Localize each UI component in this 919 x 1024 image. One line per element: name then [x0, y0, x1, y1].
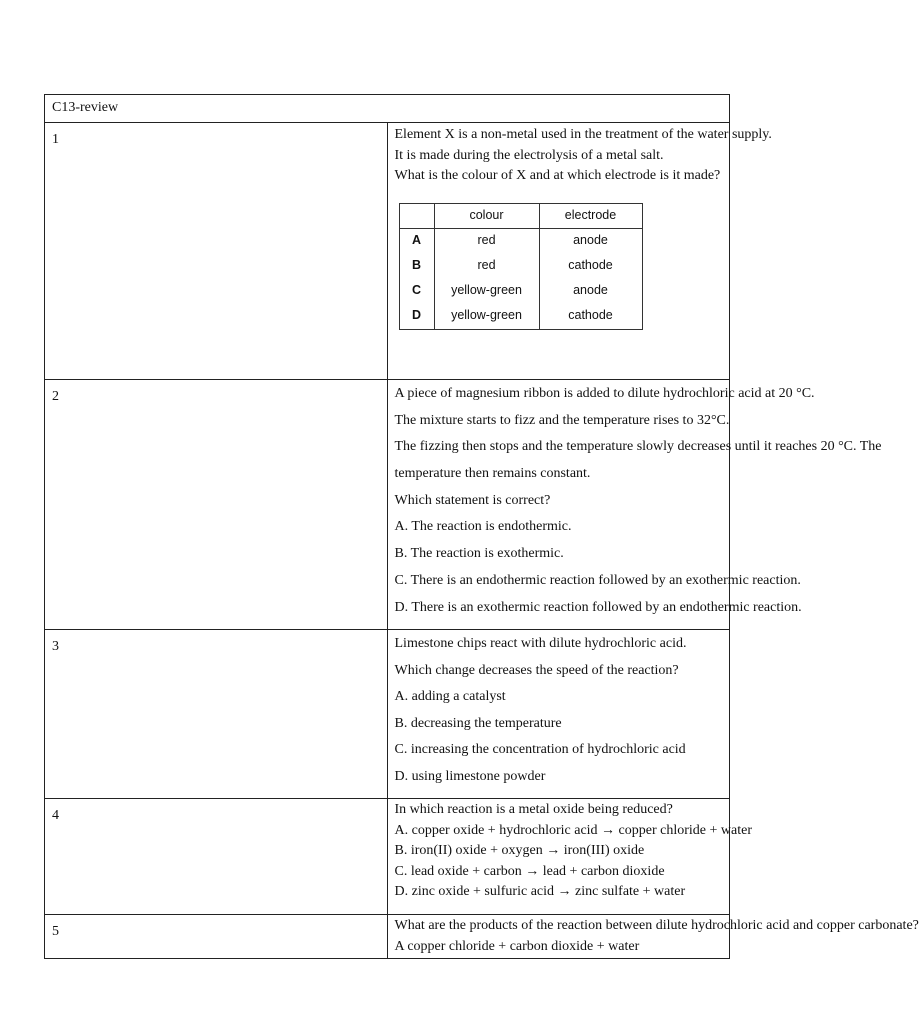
- question-text: It is made during the electrolysis of a metal salt.: [394, 147, 664, 163]
- option-electrode: anode: [539, 228, 642, 254]
- review-sheet: [44, 94, 919, 959]
- sheet-title: C13-review: [45, 95, 730, 123]
- option-key: A: [399, 228, 434, 254]
- option-colour: red: [434, 228, 539, 254]
- question-row-4: [45, 799, 730, 915]
- question-number: 5: [45, 915, 388, 959]
- answer-option: A. copper oxide + hydrochloric acid → copper chloride + water: [394, 822, 752, 838]
- answer-option: D. using limestone powder: [394, 768, 546, 784]
- question-text: Limestone chips react with dilute hydrochloric acid.: [394, 636, 687, 651]
- answer-option: D. zinc oxide + sulfuric acid → zinc sulfate + water: [394, 884, 686, 900]
- option-row: [399, 254, 642, 279]
- answer-option: C. There is an endothermic reaction followed by an exothermic reaction.: [394, 572, 801, 588]
- option-key: B: [399, 254, 434, 279]
- question-body: [387, 123, 772, 380]
- option-electrode: cathode: [539, 304, 642, 330]
- answer-option: A. The reaction is endothermic.: [394, 519, 572, 535]
- options-table: [399, 203, 643, 330]
- question-row-2: [45, 380, 730, 630]
- question-number: 1: [45, 123, 388, 380]
- option-row: [399, 228, 642, 254]
- option-key: C: [399, 279, 434, 304]
- answer-option: D. There is an exothermic reaction followed by an endothermic reaction.: [394, 599, 802, 615]
- question-text: Element X is a non-metal used in the treatment of the water supply.: [394, 127, 772, 142]
- answer-option: C. lead oxide + carbon → lead + carbon dioxide: [394, 863, 665, 879]
- question-text: The fizzing then stops and the temperature slowly decreases until it reaches 20 °C. The: [394, 439, 882, 455]
- question-body: [387, 799, 752, 915]
- answer-option: A. adding a catalyst: [394, 689, 506, 705]
- option-row: [399, 279, 642, 304]
- question-body: [387, 380, 882, 630]
- question-text: What are the products of the reaction between dilute hydrochloric acid and copper carbonate?: [394, 918, 919, 933]
- question-text: A piece of magnesium ribbon is added to dilute hydrochloric acid at 20 °C.: [394, 386, 815, 401]
- option-electrode: cathode: [539, 254, 642, 279]
- question-text: temperature then remains constant.: [394, 466, 591, 482]
- question-text: What is the colour of X and at which electrode is it made?: [394, 168, 721, 183]
- option-colour: red: [434, 254, 539, 279]
- question-number: 3: [45, 630, 388, 799]
- question-text: The mixture starts to fizz and the temperature rises to 32°C.: [394, 412, 730, 428]
- question-row-1: [45, 123, 730, 380]
- question-number: 4: [45, 799, 388, 915]
- option-colour: yellow-green: [434, 279, 539, 304]
- answer-option: B. decreasing the temperature: [394, 715, 562, 731]
- question-text: Which change decreases the speed of the reaction?: [394, 662, 679, 678]
- question-row-5: [45, 915, 730, 959]
- column-header-colour: colour: [434, 203, 539, 228]
- question-body: [387, 630, 730, 799]
- header-row: [45, 95, 730, 123]
- answer-option: A copper chloride + carbon dioxide + water: [394, 938, 640, 954]
- question-body: [387, 915, 919, 959]
- question-text: In which reaction is a metal oxide being reduced?: [394, 802, 673, 817]
- option-row: [399, 304, 642, 330]
- option-key: D: [399, 304, 434, 330]
- option-colour: yellow-green: [434, 304, 539, 330]
- answer-option: B. iron(II) oxide + oxygen → iron(III) oxide: [394, 843, 645, 859]
- answer-option: B. The reaction is exothermic.: [394, 546, 564, 562]
- options-corner-cell: [399, 203, 434, 228]
- answer-option: C. increasing the concentration of hydrochloric acid: [394, 742, 686, 758]
- column-header-electrode: electrode: [539, 203, 642, 228]
- option-electrode: anode: [539, 279, 642, 304]
- question-text: Which statement is correct?: [394, 492, 551, 508]
- question-row-3: [45, 630, 730, 799]
- question-number: 2: [45, 380, 388, 630]
